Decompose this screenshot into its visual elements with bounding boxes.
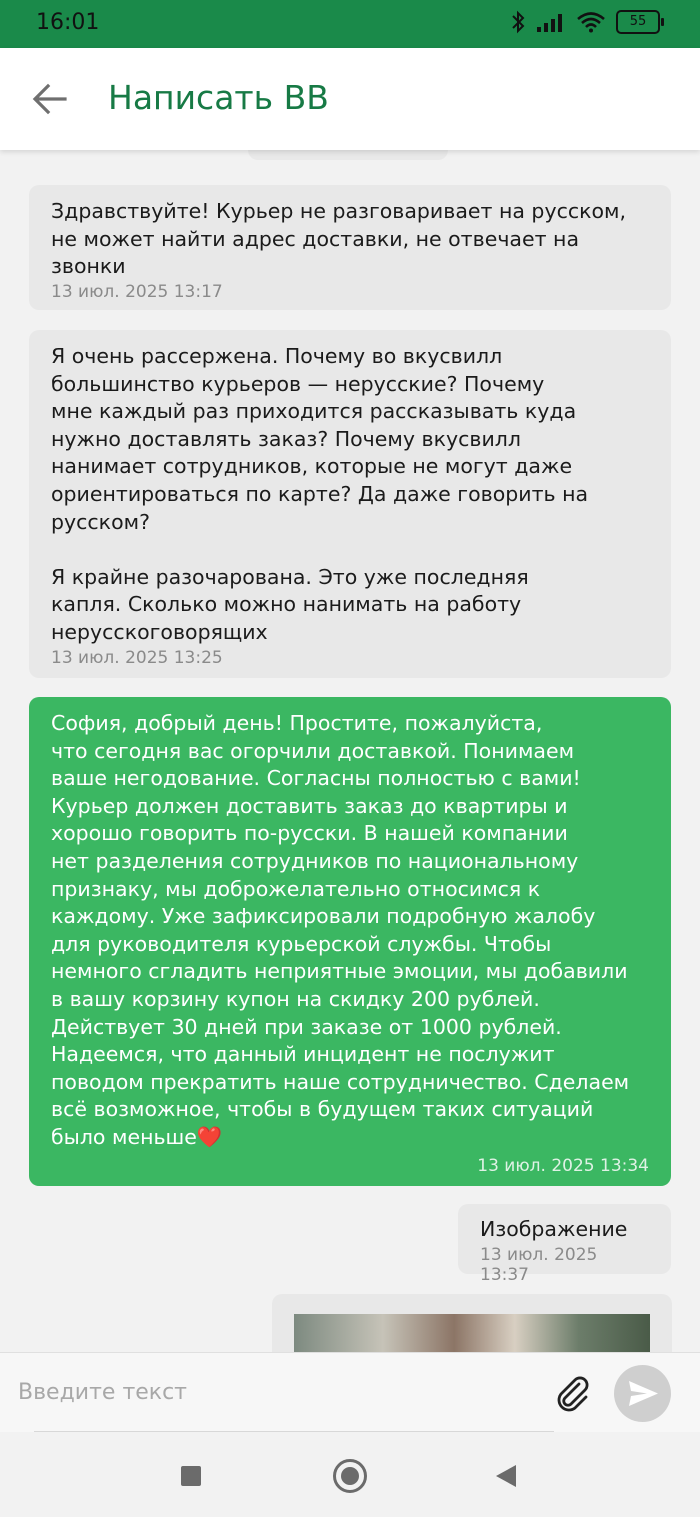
paperclip-icon[interactable] bbox=[552, 1373, 592, 1413]
status-bar bbox=[0, 0, 700, 48]
message-text: София, добрый день! Простите, пожалуйста, что сегодня вас огорчили доставкой. Понимаем ваше негодование. Согласны полностью с вами! Курьер должен доставить заказ до квартиры и хорошо говорить по-русски. В нашей компании нет разделения сотрудников по национальному признаку, мы доброжелательно относимся к каждому. Уже зафиксировали подробную жалобу для руководителя курьерской службы. Чтобы немного сгладить неприятные эмоции, мы добавили в вашу корзину купон на скидку 200 рублей. Действует 30 дней при заказе от 1000 рублей. Надеемся, что данный инцидент не послужит поводом прекратить наше сотрудничество. Сделаем всё возможное, чтобы в будущем таких ситуаций было меньше❤️ bbox=[51, 711, 630, 1149]
message-incoming[interactable] bbox=[29, 185, 671, 310]
bluetooth-icon bbox=[510, 10, 526, 34]
message-outgoing[interactable] bbox=[29, 697, 671, 1186]
system-nav-bar bbox=[0, 1432, 700, 1517]
message-text: Здравствуйте! Курьер не разговаривает на русском, не может найти адрес доставки, не отвечает на звонки bbox=[51, 199, 627, 279]
message-input[interactable]: Введите текст bbox=[18, 1380, 187, 1405]
app-bar bbox=[0, 48, 700, 150]
message-text: Я очень рассержена. Почему во вкусвилл большинство курьеров — нерусские? Почему мне каждый раз приходится рассказывать куда нужно доставлять заказ? Почему вкусвилл нанимает сотрудников, которые не могут даже ориентироваться по карте? Да даже говорить на русском? Я крайне разочарована. Это уже последняя капля. Сколько можно нанимать на работу нерусскоговорящих bbox=[51, 344, 589, 644]
send-button[interactable] bbox=[614, 1365, 671, 1422]
battery-icon: 55 bbox=[616, 10, 660, 34]
message-incoming[interactable] bbox=[29, 330, 671, 678]
chat-messages[interactable] bbox=[0, 150, 700, 1352]
message-text: Изображение bbox=[480, 1217, 628, 1241]
message-image-caption[interactable] bbox=[458, 1204, 671, 1285]
signal-icon bbox=[536, 11, 566, 33]
composer bbox=[0, 1352, 700, 1433]
status-time: 16:01 bbox=[36, 10, 100, 35]
page-title: Написать ВВ bbox=[108, 78, 329, 117]
message-timestamp: 13 июл. 2025 13:34 bbox=[477, 1155, 649, 1176]
recents-button[interactable] bbox=[181, 1466, 201, 1486]
home-button[interactable] bbox=[333, 1459, 367, 1493]
send-icon bbox=[614, 1365, 671, 1422]
message-timestamp: 13 июл. 2025 13:37 bbox=[480, 1244, 598, 1285]
wifi-icon bbox=[576, 11, 606, 33]
system-back-button[interactable] bbox=[496, 1465, 516, 1487]
message-timestamp: 13 июл. 2025 13:17 bbox=[51, 281, 223, 302]
message-timestamp: 13 июл. 2025 13:25 bbox=[51, 647, 223, 668]
status-icons bbox=[510, 10, 660, 34]
arrow-left-icon[interactable] bbox=[32, 82, 68, 116]
